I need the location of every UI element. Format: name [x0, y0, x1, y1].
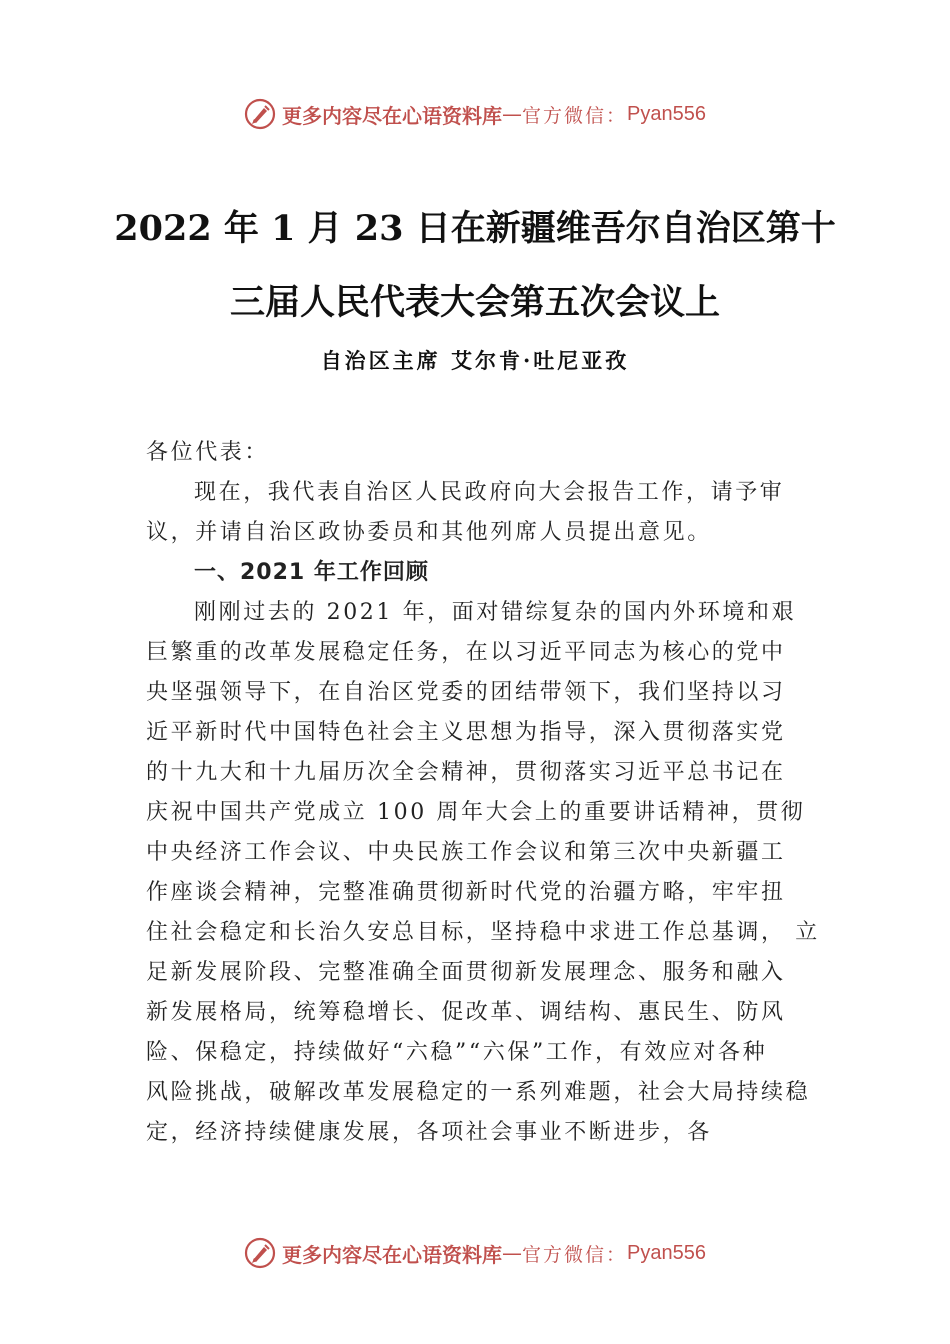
- watermark-header: [0, 94, 950, 134]
- section-heading: 一、2021 年工作回顾: [194, 560, 429, 585]
- watermark-dash: —: [502, 1241, 522, 1265]
- paragraph-line: 刚刚过去的 2021 年，面对错综复杂的国内外环境和艰: [194, 600, 797, 625]
- paragraph-line: 作座谈会精神，完整准确贯彻新时代党的治疆方略，牢牢扭: [146, 880, 786, 905]
- paragraph-line: 风险挑战，破解改革发展稳定的一系列难题，社会大局持续稳: [146, 1080, 811, 1105]
- paragraph-line: 巨繁重的改革发展稳定任务，在以习近平同志为核心的党中: [146, 640, 786, 665]
- paragraph-line: 央坚强领导下，在自治区党委的团结带领下，我们坚持以习: [146, 680, 786, 705]
- paragraph-line: 议，并请自治区政协委员和其他列席人员提出意见。: [146, 520, 712, 545]
- paragraph-line: 足新发展阶段、完整准确全面贯彻新发展理念、服务和融入: [146, 960, 786, 985]
- watermark-main-text: 更多内容尽在心语资料库: [282, 1242, 502, 1267]
- document-author: 自治区主席 艾尔肯·吐尼亚孜: [320, 348, 630, 373]
- title-line-2: 三届人民代表大会第五次会议上: [229, 282, 720, 323]
- watermark-sub-text: 官方微信：: [522, 1243, 628, 1266]
- paragraph-line: 现在，我代表自治区人民政府向大会报告工作，请予审: [194, 480, 785, 505]
- paragraph-line: 定，经济持续健康发展，各项社会事业不断进步，各: [146, 1120, 712, 1145]
- paragraph-line: 住社会稳定和长治久安总目标，坚持稳中求进工作总基调， 立: [146, 920, 820, 945]
- watermark-footer: [0, 1233, 950, 1273]
- watermark-dash: —: [502, 102, 522, 126]
- document-title: [110, 192, 840, 340]
- paragraph-line: 中央经济工作会议、中央民族工作会议和第三次中央新疆工: [146, 840, 786, 865]
- watermark-sub-text: 官方微信：: [522, 104, 628, 127]
- title-line-1: 2022 年 1 月 23 日在新疆维吾尔自治区第十: [114, 208, 836, 249]
- pen-logo-icon: [244, 98, 276, 130]
- paragraph-line: 险、保稳定，持续做好“六稳”“六保”工作，有效应对各种: [146, 1040, 768, 1065]
- watermark-main-text: 更多内容尽在心语资料库: [282, 103, 502, 128]
- pen-logo-icon: [244, 1237, 276, 1269]
- watermark-wechat-id: Pyan556: [627, 1241, 706, 1264]
- paragraph-line: 近平新时代中国特色社会主义思想为指导，深入贯彻落实党: [146, 720, 786, 745]
- paragraph-line: 庆祝中国共产党成立 100 周年大会上的重要讲话精神，贯彻: [146, 800, 806, 825]
- paragraph-line: 的十九大和十九届历次全会精神，贯彻落实习近平总书记在: [146, 760, 786, 785]
- salutation: 各位代表：: [146, 440, 270, 465]
- watermark-wechat-id: Pyan556: [627, 102, 706, 125]
- document-body: [146, 433, 822, 1153]
- paragraph-line: 新发展格局，统筹稳增长、促改革、调结构、惠民生、防风: [146, 1000, 786, 1025]
